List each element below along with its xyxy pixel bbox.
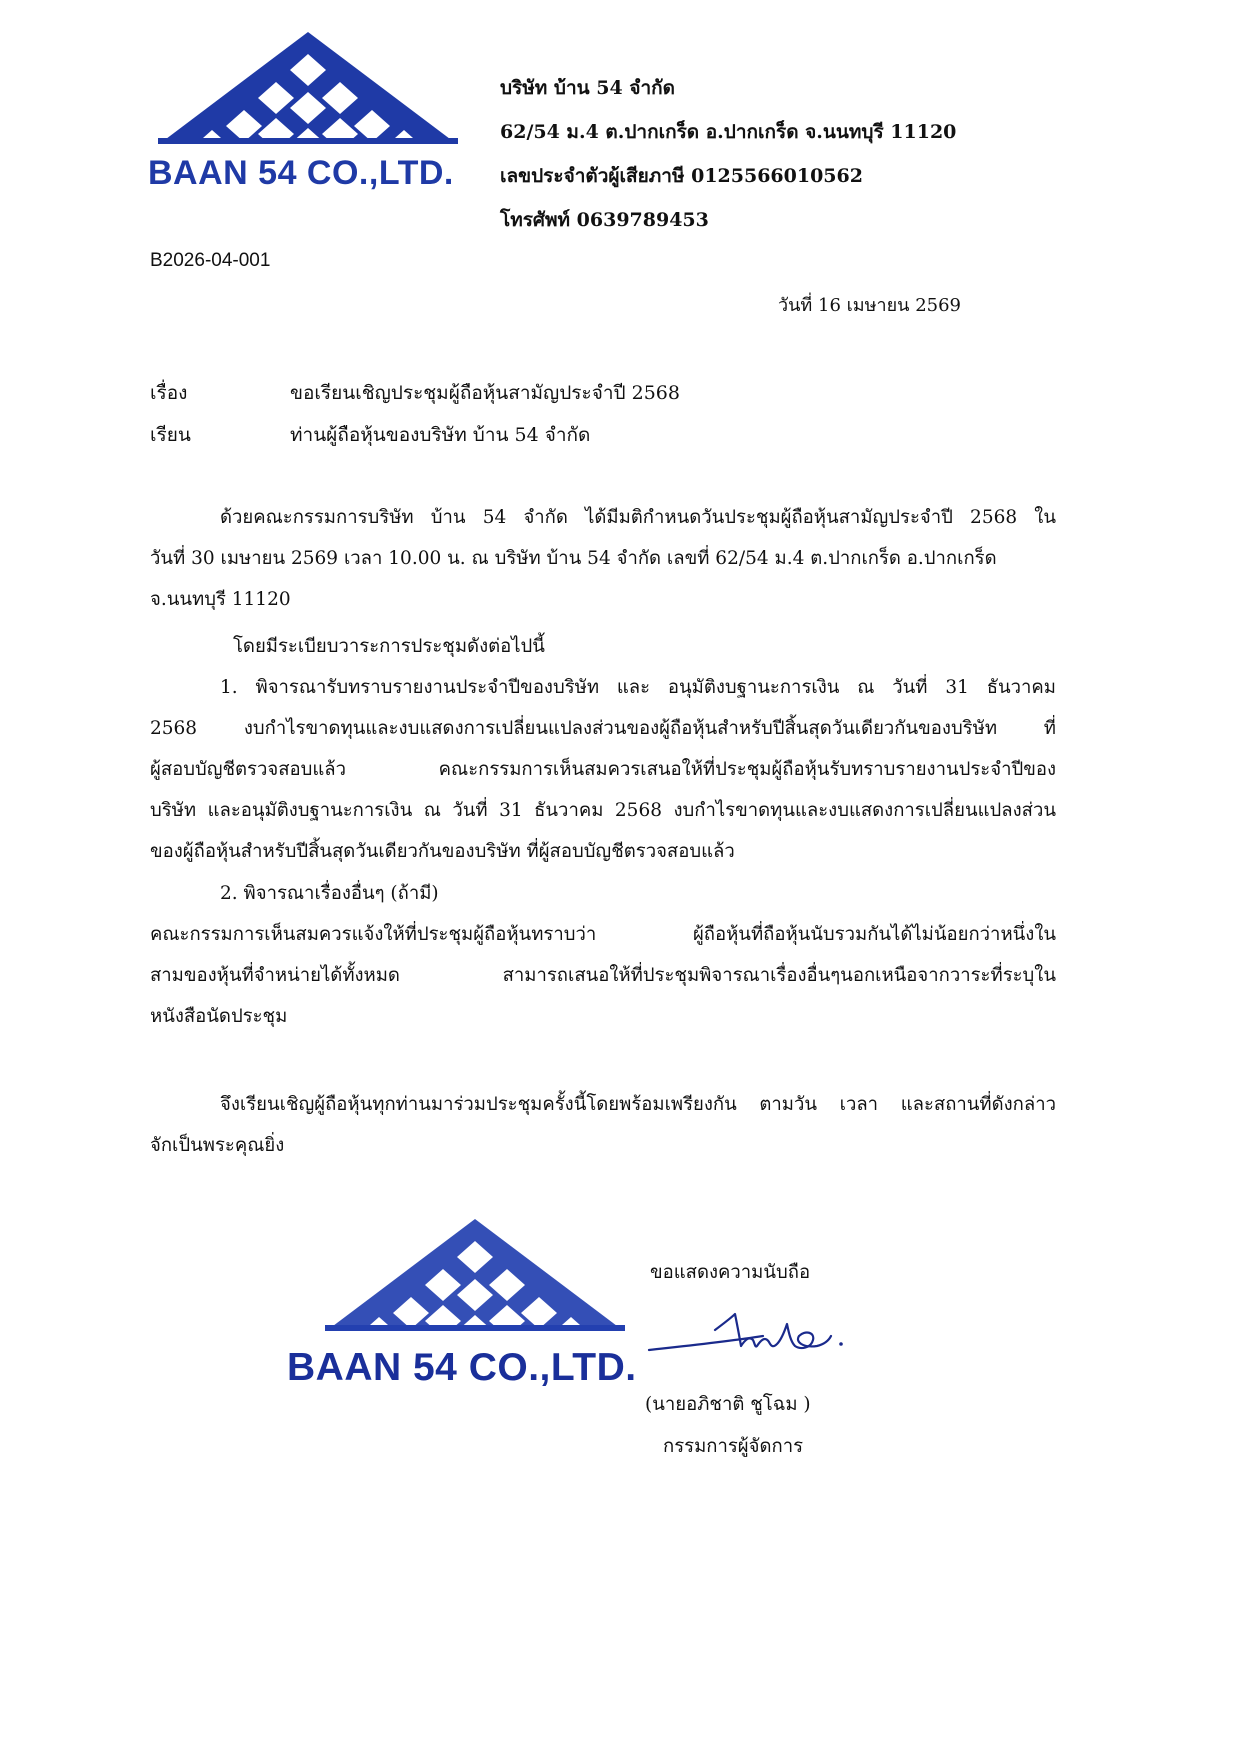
- item1-line-2: 2568 งบกำไรขาดทุนและงบแสดงการเปลี่ยนแปลงส่วนของผู้ถือหุ้นสำหรับปีสิ้นสุดวันเดียวกันของบริษัท ที่: [150, 718, 1056, 739]
- company-stamp: [285, 1210, 655, 1390]
- company-name: บริษัท บ้าน 54 จำกัด: [500, 77, 675, 99]
- item1-line-1: 1. พิจารณารับทราบรายงานประจำปีของบริษัท และ อนุมัติงบฐานะการเงิน ณ วันที่ 31 ธันวาคม: [220, 677, 1056, 698]
- intro-paragraph: [150, 497, 1056, 620]
- intro-line-3: จ.นนทบุรี 11120: [150, 589, 291, 610]
- reference-number: B2026-04-001: [150, 250, 271, 271]
- letter-date: วันที่ 16 เมษายน 2569: [778, 295, 961, 316]
- company-logo: [148, 30, 468, 190]
- signer-position: กรรมการผู้จัดการ: [663, 1436, 804, 1457]
- logo-wordmark: BAAN 54 CO.,LTD.: [148, 154, 454, 192]
- agenda-intro: โดยมีระเบียบวาระการประชุมดังต่อไปนี้: [233, 636, 545, 657]
- company-info: [500, 66, 956, 242]
- agenda-item-1: [150, 667, 1056, 872]
- item1-line-5: ของผู้ถือหุ้นสำหรับปีสิ้นสุดวันเดียวกันของบริษัท ที่ผู้สอบบัญชีตรวจสอบแล้ว: [150, 841, 735, 862]
- item2-line-3: หนังสือนัดประชุม: [150, 1006, 288, 1027]
- agenda-item-2-title: 2. พิจารณาเรื่องอื่นๆ (ถ้ามี): [220, 883, 439, 904]
- roof-lattice-icon: [158, 30, 458, 146]
- signer-name: (นายอภิชาติ ชูโฉม ): [645, 1394, 811, 1415]
- subject-label: เรื่อง: [150, 382, 188, 404]
- closing-line-1: จึงเรียนเชิญผู้ถือหุ้นทุกท่านมาร่วมประชุมครั้งนี้โดยพร้อมเพรียงกัน ตามวัน เวลา และสถานที่ดังกล่าว: [220, 1094, 1056, 1115]
- company-address: 62/54 ม.4 ต.ปากเกร็ด อ.ปากเกร็ด จ.นนทบุรี 11120: [500, 121, 957, 143]
- stamp-lattice-icon: [325, 1210, 625, 1340]
- subject-text: ขอเรียนเชิญประชุมผู้ถือหุ้นสามัญประจำปี 2568: [290, 382, 680, 404]
- company-tax-id: เลขประจำตัวผู้เสียภาษี 0125566010562: [500, 165, 863, 187]
- company-phone: โทรศัพท์ 0639789453: [500, 209, 709, 231]
- item1-line-4: บริษัท และอนุมัติงบฐานะการเงิน ณ วันที่ 31 ธันวาคม 2568 งบกำไรขาดทุนและงบแสดงการเปลี่ยนแปลงส่วน: [150, 800, 1056, 821]
- item1-line-3: ผู้สอบบัญชีตรวจสอบแล้ว คณะกรรมการเห็นสมควรเสนอให้ที่ประชุมผู้ถือหุ้นรับทราบรายงานประจำปีของ: [150, 759, 1056, 780]
- closing-line-2: จักเป็นพระคุณยิ่ง: [150, 1135, 285, 1156]
- closing-paragraph: [150, 1084, 1056, 1166]
- handwritten-signature: [645, 1300, 865, 1370]
- intro-line-1: ด้วยคณะกรรมการบริษัท บ้าน 54 จำกัด ได้มีมติกำหนดวันประชุมผู้ถือหุ้นสามัญประจำปี 2568 ใน: [220, 507, 1056, 528]
- item2-line-1: คณะกรรมการเห็นสมควรแจ้งให้ที่ประชุมผู้ถือหุ้นทราบว่า ผู้ถือหุ้นที่ถือหุ้นนับรวมกันได้ไม่น้อยกว่าหนึ่งใน: [150, 924, 1056, 945]
- item2-line-2: สามของหุ้นที่จำหน่ายได้ทั้งหมด สามารถเสนอให้ที่ประชุมพิจารณาเรื่องอื่นๆนอกเหนือจากวาระที่ระบุใน: [150, 965, 1056, 986]
- agenda-item-2: [150, 914, 1056, 1037]
- intro-line-2: วันที่ 30 เมษายน 2569 เวลา 10.00 น. ณ บริษัท บ้าน 54 จำกัด เลขที่ 62/54 ม.4 ต.ปากเกร็ด อ.ปากเกร็ด: [150, 548, 997, 569]
- recipient-label: เรียน: [150, 424, 191, 446]
- regards-text: ขอแสดงความนับถือ: [650, 1262, 811, 1283]
- recipient-text: ท่านผู้ถือหุ้นของบริษัท บ้าน 54 จำกัด: [290, 424, 591, 446]
- stamp-wordmark: BAAN 54 CO.,LTD.: [287, 1346, 637, 1389]
